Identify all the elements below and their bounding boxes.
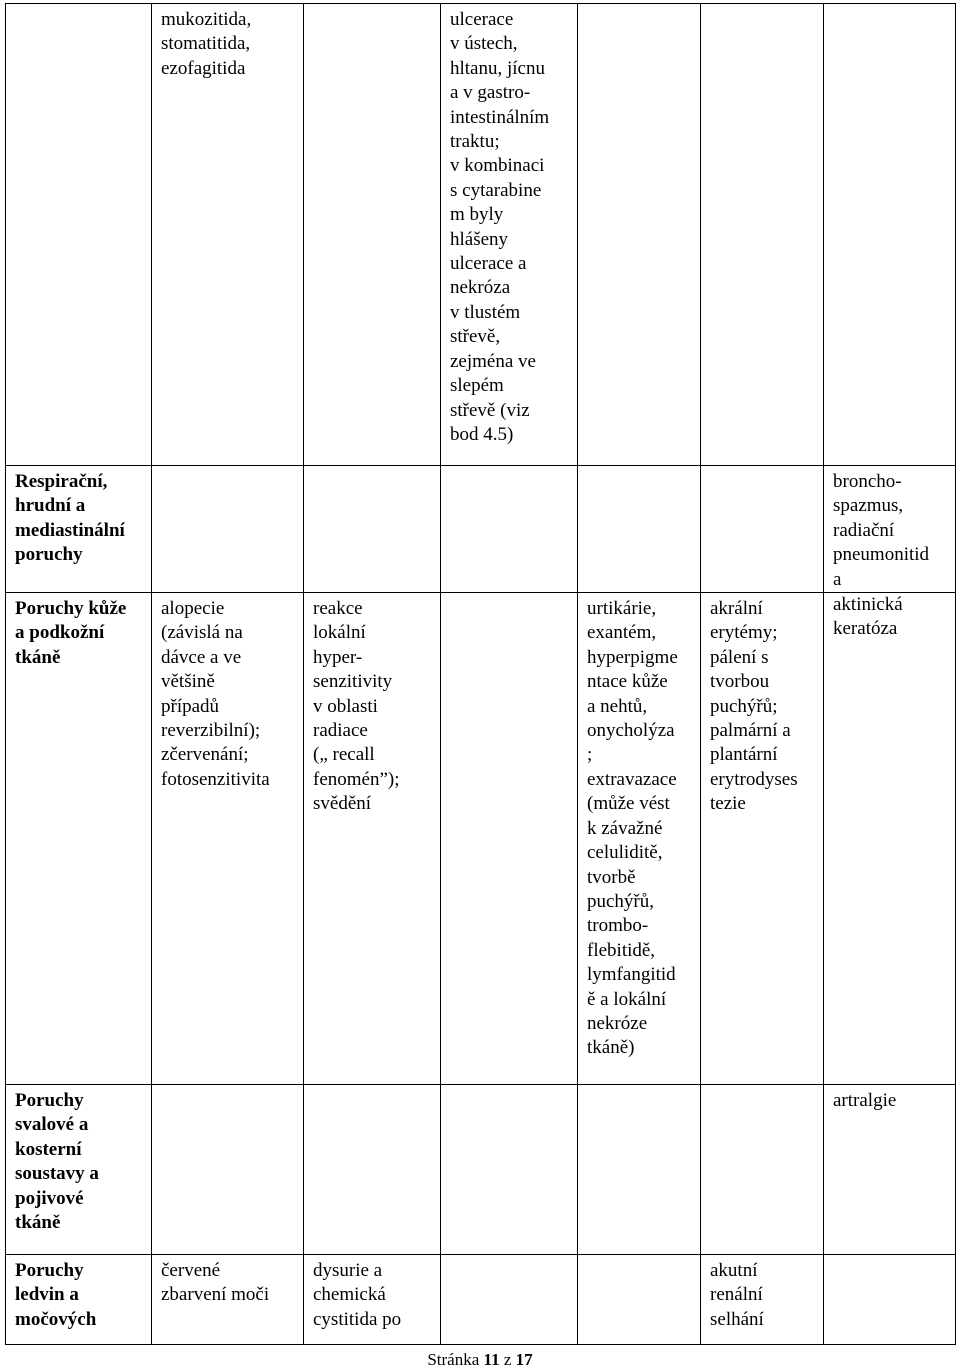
table-row [6, 4, 956, 466]
table-cell [441, 593, 578, 1085]
table-cell: akutní renální selhání [701, 1255, 824, 1345]
table-cell [578, 1085, 701, 1255]
table-cell [441, 1255, 578, 1345]
table-cell [578, 4, 701, 466]
table-row [6, 466, 956, 593]
table-cell: artralgie [824, 1085, 956, 1255]
category-cell: Poruchy kůže a podkožní tkáně [6, 593, 152, 1085]
table-row [6, 1255, 956, 1345]
adverse-effects-table [5, 3, 956, 1345]
table-cell [578, 466, 701, 593]
table-cell: dysurie a chemická cystitida po [304, 1255, 441, 1345]
footer-page-total: 17 [515, 1350, 533, 1369]
table-cell [824, 4, 956, 466]
table-cell [701, 1085, 824, 1255]
category-cell: Poruchy ledvin a močových [6, 1255, 152, 1345]
table-cell [701, 466, 824, 593]
table-row [6, 1085, 956, 1255]
table-cell: červené zbarvení moči [152, 1255, 304, 1345]
category-cell [6, 4, 152, 466]
table-cell [701, 4, 824, 466]
table-cell: urtikárie, exantém, hyperpigme ntace kůže a nehtů, onycholýza ; extravazace (může vést k závažné celuliditě, tvorbě puchýřů, trombo- flebitidě, lymfangitid ě a lokální nekróze tkáně) [578, 593, 701, 1085]
table-cell [152, 466, 304, 593]
category-cell: Respirační, hrudní a mediastinální poruchy [6, 466, 152, 593]
table-cell [152, 1085, 304, 1255]
page-footer [0, 1350, 960, 1370]
table-cell: mukozitida, stomatitida, ezofagitida [152, 4, 304, 466]
table-row [6, 593, 956, 1085]
table-cell [441, 1085, 578, 1255]
table-cell [304, 466, 441, 593]
table-cell: broncho- spazmus, radiační pneumonitid a [824, 466, 956, 593]
footer-page-number: 11 [483, 1350, 500, 1369]
table-cell: reakce lokální hyper- senzitivity v oblasti radiace („ recall fenomén”); svědění [304, 593, 441, 1085]
table-cell [304, 4, 441, 466]
table-cell: akrální erytémy; pálení s tvorbou puchýřů; palmární a plantární erytrodyses tezie [701, 593, 824, 1085]
footer-middle: z [499, 1350, 516, 1369]
table-cell [441, 466, 578, 593]
table-cell [824, 1255, 956, 1345]
table-cell: alopecie (závislá na dávce a ve většině případů reverzibilní); zčervenání; fotosenzitivita [152, 593, 304, 1085]
table-cell [578, 1255, 701, 1345]
table-cell: aktinická keratóza [824, 593, 956, 1085]
table-cell [304, 1085, 441, 1255]
footer-prefix: Stránka [427, 1350, 484, 1369]
table-cell: ulcerace v ústech, hltanu, jícnu a v gastro- intestinálním traktu; v kombinaci s cytarabine m byly hlášeny ulcerace a nekróza v tlustém střevě, zejména ve slepém střevě (viz bod 4.5) [441, 4, 578, 466]
category-cell: Poruchy svalové a kosterní soustavy a pojivové tkáně [6, 1085, 152, 1255]
